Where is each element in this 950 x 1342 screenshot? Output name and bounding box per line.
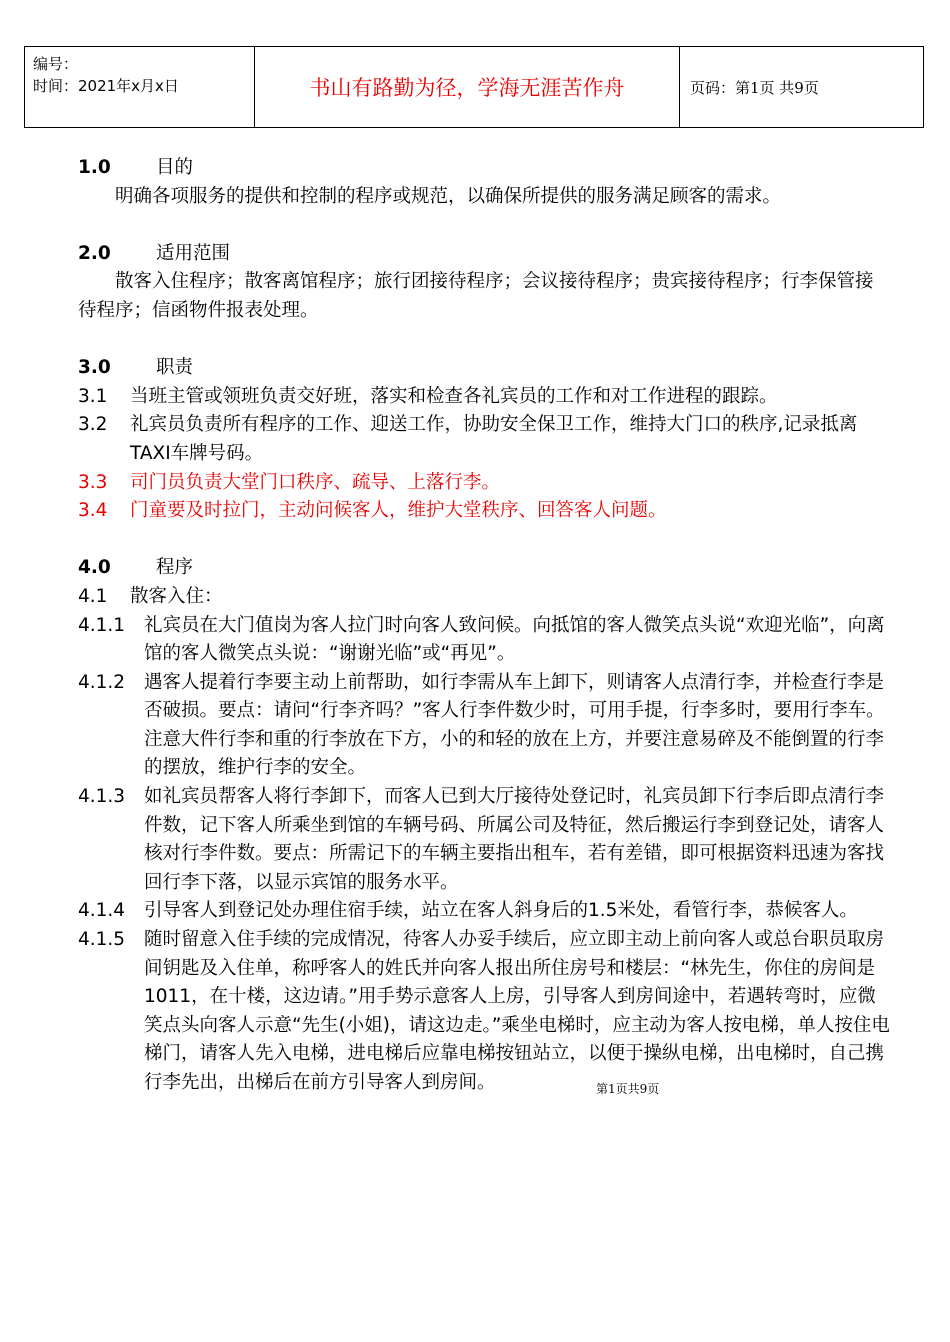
item-text: 引导客人到登记处办理住宿手续，站立在客人斜身后的1.5米处，看管行李，恭候客人。: [144, 900, 858, 922]
item-number: 3.2: [78, 414, 108, 436]
time-label: 时间：2021年x月x日: [33, 77, 179, 95]
section-title: 程序: [156, 557, 194, 579]
list-item: [78, 926, 890, 1098]
list-item: [78, 411, 890, 468]
section-heading-4: [78, 554, 890, 583]
subsection-heading: [78, 583, 890, 612]
item-number: 4.1.2: [78, 671, 126, 693]
item-text: 随时留意入住手续的完成情况，待客人办妥手续后，应立即主动上前向客人或总台职员取房间钥匙及入住单，称呼客人的姓氏并向客人报出所住房号和楼层：“林先生，你住的房间是1011，在十楼，这边请。”用手势示意客人上房，引导客人到房间途中，若遇转弯时，应微笑点头向客人示意“先生(小姐)，请这边走。”乘坐电梯时，应主动为客人按电梯，单人按住电梯门，请客人先入电梯，进电梯后应靠电梯按钮站立，以便于操纵电梯，出电梯时，自己携行李先出，出梯后在前方引导客人到房间。: [144, 929, 890, 1093]
item-number: 4.1.5: [78, 929, 126, 951]
list-item-highlighted: [78, 497, 890, 526]
section-number: 4.0: [78, 557, 111, 579]
header-motto: 书山有路勤为径，学海无涯苦作舟: [255, 47, 680, 127]
item-number: 3.3: [78, 471, 108, 493]
list-item-highlighted: [78, 469, 890, 498]
section-paragraph: 明确各项服务的提供和控制的程序或规范，以确保所提供的服务满足顾客的需求。: [115, 185, 782, 207]
section-title: 适用范围: [156, 242, 231, 264]
page-footer: 第1页共9页: [596, 1082, 660, 1096]
section-title: 目的: [156, 157, 194, 178]
document-header: [24, 46, 924, 128]
item-text: 散客入住：: [130, 585, 223, 607]
section-heading-3: [78, 354, 890, 383]
item-number: 3.4: [78, 500, 108, 522]
item-text: 礼宾员在大门值岗为客人拉门时向客人致问候。向抵馆的客人微笑点头说“欢迎光临”，向离馆的客人微笑点头说：“谢谢光临”或“再见”。: [144, 614, 885, 665]
section-heading-1: [78, 154, 890, 183]
list-item: [78, 669, 890, 783]
section-title: 职责: [156, 357, 194, 379]
item-number: 4.1: [78, 585, 108, 607]
section-number: 3.0: [78, 357, 111, 379]
section-number: 1.0: [78, 157, 111, 178]
list-item: [78, 612, 890, 669]
list-item: [78, 383, 890, 412]
header-page-label: 页码：第1页 共9页: [690, 78, 819, 97]
section-heading-2: [78, 240, 890, 269]
section-paragraph: 散客入住程序；散客离馆程序；旅行团接待程序；会议接待程序；贵宾接待程序；行李保管接待程序；信函物件报表处理。: [78, 271, 874, 321]
list-item: [78, 783, 890, 897]
item-text: 当班主管或领班负责交好班，落实和检查各礼宾员的工作和对工作进程的跟踪。: [130, 385, 778, 407]
item-number: 4.1.1: [78, 614, 126, 636]
number-label: 编号：: [33, 55, 79, 73]
header-meta: [25, 47, 255, 127]
item-text: 门童要及时拉门，主动问候客人，维护大堂秩序、回答客人问题。: [130, 500, 667, 522]
item-text: 如礼宾员帮客人将行李卸下，而客人已到大厅接待处登记时，礼宾员卸下行李后即点清行李件数，记下客人所乘坐到馆的车辆号码、所属公司及特征，然后搬运行李到登记处，请客人核对行李件数。要点：所需记下的车辆主要指出租车，若有差错，即可根据资料迅速为客找回行李下落，以显示宾馆的服务水平。: [144, 786, 885, 893]
item-number: 4.1.4: [78, 900, 126, 922]
list-item: [78, 897, 890, 926]
item-number: 4.1.3: [78, 786, 126, 808]
item-number: 3.1: [78, 385, 108, 407]
item-text: 礼宾员负责所有程序的工作、迎送工作，协助安全保卫工作，维持大门口的秩序,记录抵离TAXI车牌号码。: [130, 414, 858, 464]
item-text: 司门员负责大堂门口秩序、疏导、上落行李。: [130, 471, 501, 493]
item-text: 遇客人提着行李要主动上前帮助，如行李需从车上卸下，则请客人点清行李，并检查行李是否破损。要点：请问“行李齐吗？”客人行李件数少时，可用手提，行李多时，要用行李车。注意大件行李和重的行李放在下方，小的和轻的放在上方，并要注意易碎及不能倒置的行李的摆放，维护行李的安全。: [144, 671, 885, 779]
document-body: [78, 154, 890, 1098]
section-number: 2.0: [78, 242, 111, 264]
